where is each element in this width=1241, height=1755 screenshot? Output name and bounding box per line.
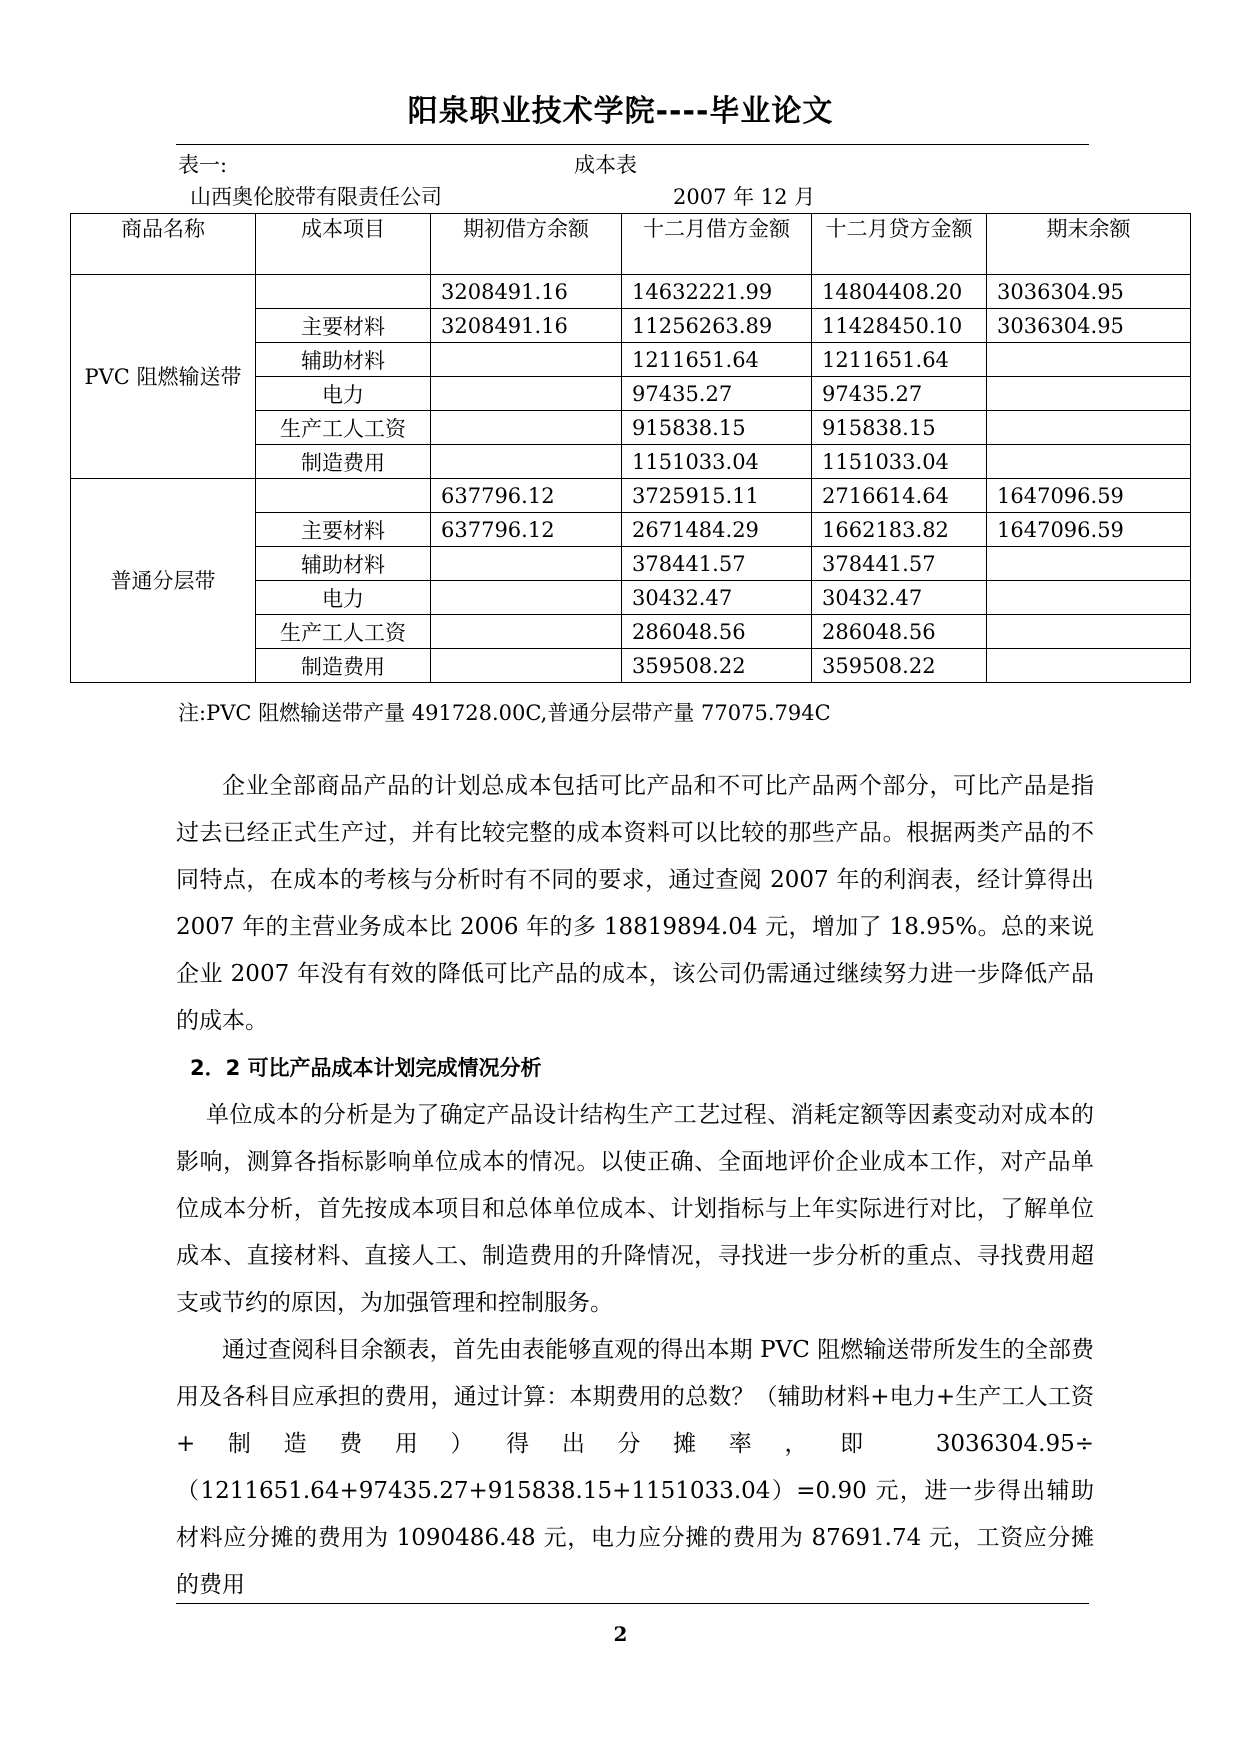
table-title: 成本表 (574, 153, 637, 177)
value-cell: 3208491.16 (431, 309, 622, 343)
table-period: 2007 年 12 月 (673, 185, 816, 209)
value-cell (431, 615, 622, 649)
value-cell: 637796.12 (431, 479, 622, 513)
footer-rule (176, 1603, 1089, 1604)
value-cell (431, 445, 622, 479)
cost-item-cell: 电力 (256, 581, 431, 615)
value-cell (987, 649, 1191, 683)
table-company: 山西奥伦胶带有限责任公司 (190, 185, 442, 209)
value-cell: 378441.57 (622, 547, 812, 581)
cost-item-cell: 辅助材料 (256, 547, 431, 581)
value-cell: 3725915.11 (622, 479, 812, 513)
value-cell: 915838.15 (812, 411, 987, 445)
value-cell: 1647096.59 (987, 513, 1191, 547)
product-name-cell: 普通分层带 (71, 479, 256, 683)
value-cell: 97435.27 (812, 377, 987, 411)
cost-item-cell: 主要材料 (256, 513, 431, 547)
cost-item-cell: 生产工人工资 (256, 615, 431, 649)
value-cell (987, 411, 1191, 445)
cost-item-cell: 生产工人工资 (256, 411, 431, 445)
value-cell (987, 615, 1191, 649)
value-cell (431, 411, 622, 445)
table-note: 注:PVC 阻燃输送带产量 491728.00C,普通分层带产量 77075.794C (178, 701, 831, 725)
value-cell: 359508.22 (812, 649, 987, 683)
value-cell (431, 649, 622, 683)
table-label: 表一: (178, 153, 228, 177)
column-header: 十二月借方金额 (622, 214, 812, 275)
value-cell: 1151033.04 (812, 445, 987, 479)
value-cell (987, 547, 1191, 581)
value-cell: 1662183.82 (812, 513, 987, 547)
value-cell: 1151033.04 (622, 445, 812, 479)
column-header: 期末余额 (987, 214, 1191, 275)
cost-item-cell: 制造费用 (256, 445, 431, 479)
value-cell (431, 581, 622, 615)
paragraph: 单位成本的分析是为了确定产品设计结构生产工艺过程、消耗定额等因素变动对成本的影响，测算各指标影响单位成本的情况。以使正确、全面地评价企业成本工作，对产品单位成本分析，首先按成本项目和总体单位成本、计划指标与上年实际进行对比，了解单位成本、直接材料、直接人工、制造费用的升降情况，寻找进一步分析的重点、寻找费用超支或节约的原因，为加强管理和控制服务。 (176, 1102, 1094, 1316)
cost-item-cell (256, 275, 431, 309)
value-cell: 14632221.99 (622, 275, 812, 309)
product-name-cell: PVC 阻燃输送带 (71, 275, 256, 479)
value-cell: 1647096.59 (987, 479, 1191, 513)
value-cell: 3208491.16 (431, 275, 622, 309)
cost-item-cell: 电力 (256, 377, 431, 411)
value-cell: 2716614.64 (812, 479, 987, 513)
page-number: 2 (613, 1622, 628, 1646)
value-cell: 3036304.95 (987, 275, 1191, 309)
column-header: 期初借方余额 (431, 214, 622, 275)
cost-item-cell: 辅助材料 (256, 343, 431, 377)
value-cell (987, 581, 1191, 615)
column-header: 十二月贷方金额 (812, 214, 987, 275)
value-cell: 30432.47 (812, 581, 987, 615)
cost-item-cell: 主要材料 (256, 309, 431, 343)
value-cell: 378441.57 (812, 547, 987, 581)
column-header: 商品名称 (71, 214, 256, 275)
value-cell (987, 445, 1191, 479)
value-cell: 286048.56 (812, 615, 987, 649)
value-cell: 3036304.95 (987, 309, 1191, 343)
value-cell: 1211651.64 (812, 343, 987, 377)
paragraph: 企业全部商品产品的计划总成本包括可比产品和不可比产品两个部分，可比产品是指过去已经正式生产过，并有比较完整的成本资料可以比较的那些产品。根据两类产品的不同特点，在成本的考核与分析时有不同的要求，通过查阅 2007 年的利润表，经计算得出 2007 年的主营业务成本比 2006 年的多 18819894.04 元，增加了 18.95%。总的来说企业 2007 年没有有效的降低可比产品的成本，该公司仍需通过继续努力进一步降低产品的成本。 (176, 773, 1094, 1034)
table-row (71, 479, 1191, 513)
table-row (71, 275, 1191, 309)
value-cell: 11256263.89 (622, 309, 812, 343)
value-cell (987, 377, 1191, 411)
column-header: 成本项目 (256, 214, 431, 275)
table-header-row (71, 214, 1191, 275)
value-cell: 97435.27 (622, 377, 812, 411)
value-cell: 915838.15 (622, 411, 812, 445)
value-cell: 637796.12 (431, 513, 622, 547)
header-rule (176, 144, 1089, 145)
value-cell (987, 343, 1191, 377)
value-cell: 30432.47 (622, 581, 812, 615)
value-cell: 2671484.29 (622, 513, 812, 547)
value-cell: 359508.22 (622, 649, 812, 683)
value-cell: 14804408.20 (812, 275, 987, 309)
value-cell: 1211651.64 (622, 343, 812, 377)
paragraph: 通过查阅科目余额表，首先由表能够直观的得出本期 PVC 阻燃输送带所发生的全部费用及各科目应承担的费用，通过计算：本期费用的总数？（辅助材料+电力+生产工人工资+制造费用）得出分摊率，即 3036304.95÷（1211651.64+97435.27+915838.15+1151033.04）=0.90 元，进一步得出辅助材料应分摊的费用为 1090486.48 元，电力应分摊的费用为 87691.74 元，工资应分摊的费用 (176, 1337, 1094, 1598)
body-text (176, 763, 1094, 1609)
value-cell (431, 547, 622, 581)
section-heading: 2．2 可比产品成本计划完成情况分析 (190, 1056, 542, 1080)
value-cell: 286048.56 (622, 615, 812, 649)
cost-item-cell: 制造费用 (256, 649, 431, 683)
value-cell (431, 377, 622, 411)
value-cell (431, 343, 622, 377)
value-cell: 11428450.10 (812, 309, 987, 343)
page-header-title: 阳泉职业技术学院----毕业论文 (407, 94, 834, 129)
cost-item-cell (256, 479, 431, 513)
cost-table (70, 213, 1191, 683)
